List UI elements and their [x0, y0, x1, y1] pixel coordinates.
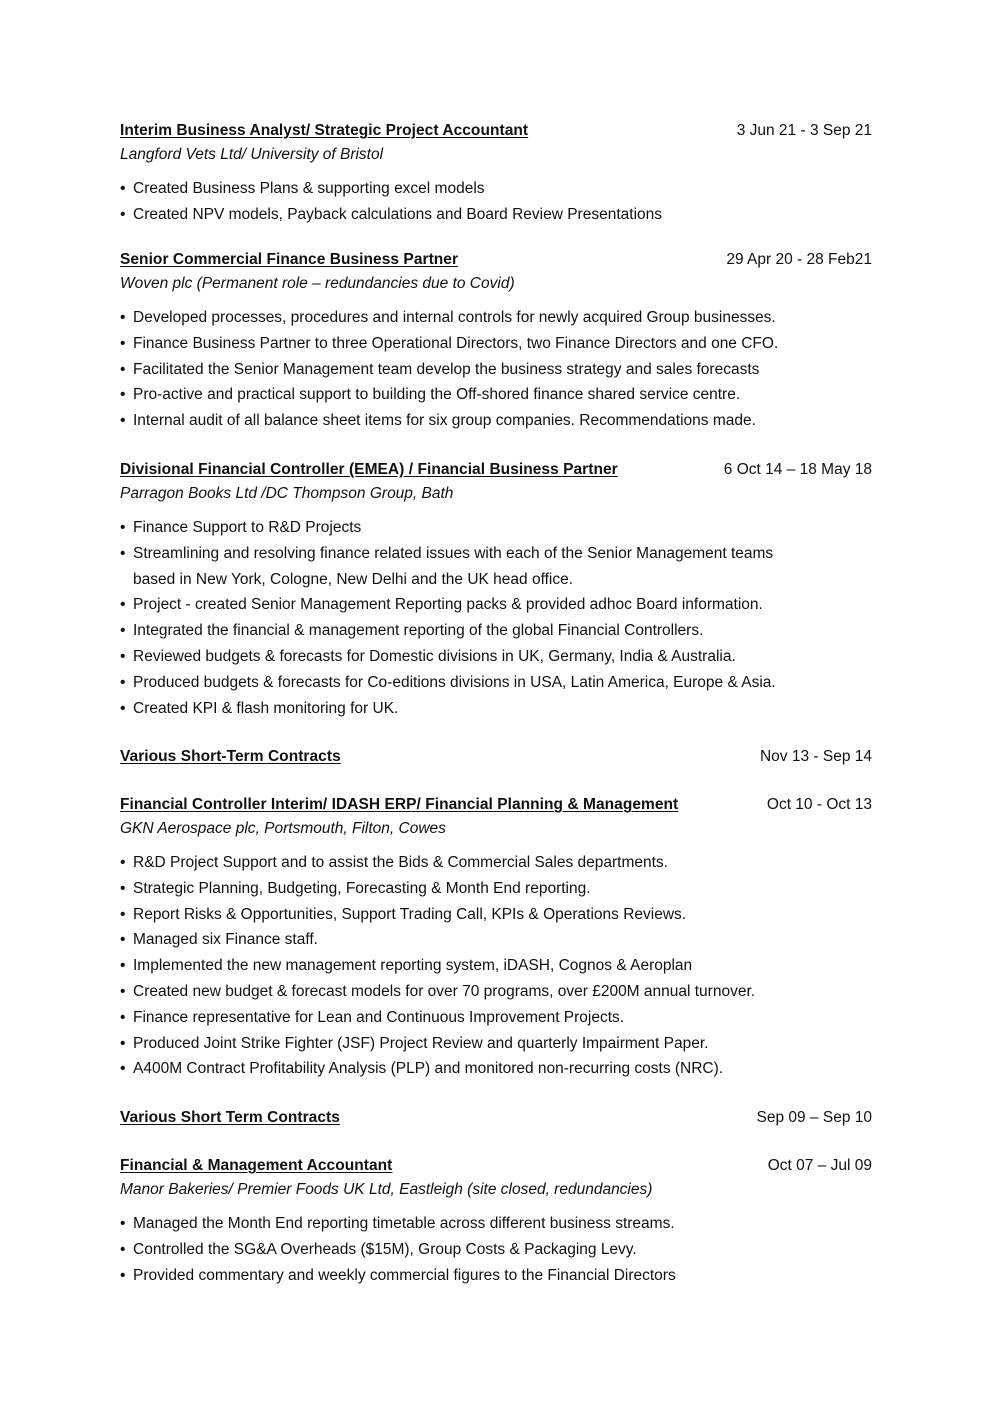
job-entry	[120, 458, 872, 721]
job-dates: Nov 13 - Sep 14	[759, 748, 872, 765]
bullet-icon: •	[120, 596, 126, 614]
bullet-item: • Created NPV models, Payback calculations and Board Review Presentations	[120, 202, 872, 228]
job-dates: 3 Jun 21 - 3 Sep 21	[736, 122, 872, 139]
bullet-icon: •	[120, 879, 126, 897]
job-bullet-list	[120, 850, 872, 1082]
bullet-icon: •	[120, 544, 126, 562]
job-entry	[120, 745, 872, 769]
job-dates: 6 Oct 14 – 18 May 18	[723, 461, 872, 478]
job-bullet-list	[120, 515, 872, 721]
job-dates: Oct 07 – Jul 09	[767, 1157, 872, 1174]
bullet-item: • Implemented the new management reporting system, iDASH, Cognos & Aeroplan	[120, 953, 872, 979]
bullet-icon: •	[120, 519, 126, 536]
bullet-item: • Facilitated the Senior Management team develop the business strategy and sales forecasts	[120, 357, 872, 383]
job-header	[120, 1154, 872, 1178]
bullet-icon: •	[120, 180, 126, 197]
bullet-item: • Reviewed budgets & forecasts for Domestic divisions in UK, Germany, India & Australia.	[120, 644, 872, 670]
job-title: Interim Business Analyst/ Strategic Project Accountant	[120, 122, 529, 139]
job-title: Financial & Management Accountant	[120, 1157, 393, 1174]
bullet-icon: •	[120, 205, 126, 223]
bullet-item: • Created Business Plans & supporting excel models	[120, 176, 872, 202]
bullet-icon: •	[120, 1060, 126, 1078]
job-title: Financial Controller Interim/ IDASH ERP/ Financial Planning & Management	[120, 796, 679, 813]
bullet-item: • Finance Support to R&D Projects	[120, 515, 872, 541]
job-company: Manor Bakeries/ Premier Foods UK Ltd, Eastleigh (site closed, redundancies)	[120, 1181, 653, 1198]
job-bullet-list	[120, 176, 872, 228]
job-header	[120, 1106, 872, 1130]
bullet-item: • Internal audit of all balance sheet items for six group companies. Recommendations made.	[120, 408, 872, 434]
bullet-icon: •	[120, 360, 126, 378]
bullet-icon: •	[120, 386, 126, 404]
bullet-icon: •	[120, 334, 126, 352]
bullet-icon: •	[120, 309, 126, 326]
bullet-item: • Strategic Planning, Budgeting, Forecasting & Month End reporting.	[120, 876, 872, 902]
bullet-icon: •	[120, 1034, 126, 1052]
job-entry	[120, 119, 872, 228]
job-entry	[120, 1106, 872, 1130]
bullet-item: • Report Risks & Opportunities, Support Trading Call, KPIs & Operations Reviews.	[120, 902, 872, 928]
bullet-item: • Streamlining and resolving finance related issues with each of the Senior Management teams based in New York, Cologne, New Delhi and the UK head office.	[120, 541, 872, 593]
job-company: Parragon Books Ltd /DC Thompson Group, Bath	[120, 485, 454, 502]
job-dates: 29 Apr 20 - 28 Feb21	[726, 251, 872, 268]
job-dates: Oct 10 - Oct 13	[766, 796, 872, 813]
bullet-item: • Pro-active and practical support to building the Off-shored finance shared service centre.	[120, 382, 872, 408]
job-header	[120, 745, 872, 769]
bullet-icon: •	[120, 1266, 126, 1284]
bullet-icon: •	[120, 699, 126, 717]
bullet-item: • Produced Joint Strike Fighter (JSF) Project Review and quarterly Impairment Paper.	[120, 1031, 872, 1057]
job-header	[120, 793, 872, 817]
job-entry	[120, 793, 872, 1082]
bullet-icon: •	[120, 647, 126, 665]
job-company: Woven plc (Permanent role – redundancies due to Covid)	[120, 275, 515, 292]
job-entry	[120, 1154, 872, 1288]
bullet-icon: •	[120, 412, 126, 430]
bullet-item: • A400M Contract Profitability Analysis (PLP) and monitored non-recurring costs (NRC).	[120, 1056, 872, 1082]
bullet-item: • Created KPI & flash monitoring for UK.	[120, 696, 872, 722]
job-bullet-list	[120, 305, 872, 434]
bullet-item: • Created new budget & forecast models for over 70 programs, over £200M annual turnover.	[120, 979, 872, 1005]
job-header	[120, 119, 872, 143]
job-company: GKN Aerospace plc, Portsmouth, Filton, Cowes	[120, 820, 446, 837]
job-header	[120, 458, 872, 482]
bullet-item: • Finance representative for Lean and Continuous Improvement Projects.	[120, 1005, 872, 1031]
bullet-item: • Produced budgets & forecasts for Co-editions divisions in USA, Latin America, Europe & Asia.	[120, 670, 872, 696]
job-title: Various Short Term Contracts	[120, 1109, 340, 1126]
bullet-item: • Project - created Senior Management Reporting packs & provided adhoc Board information.	[120, 592, 872, 618]
job-dates: Sep 09 – Sep 10	[756, 1109, 872, 1126]
bullet-icon: •	[120, 622, 126, 640]
bullet-icon: •	[120, 982, 126, 1000]
job-company: Langford Vets Ltd/ University of Bristol	[120, 146, 384, 163]
bullet-item: • R&D Project Support and to assist the Bids & Commercial Sales departments.	[120, 850, 872, 876]
bullet-icon: •	[120, 854, 126, 871]
job-title: Various Short-Term Contracts	[120, 748, 341, 765]
bullet-icon: •	[120, 1240, 126, 1258]
bullet-item: • Provided commentary and weekly commercial figures to the Financial Directors	[120, 1263, 872, 1289]
bullet-icon: •	[120, 957, 126, 975]
bullet-item: • Finance Business Partner to three Operational Directors, two Finance Directors and one CFO.	[120, 331, 872, 357]
job-header	[120, 248, 872, 272]
bullet-item: • Integrated the financial & management reporting of the global Financial Controllers.	[120, 618, 872, 644]
bullet-item: • Developed processes, procedures and internal controls for newly acquired Group businesses.	[120, 305, 872, 331]
bullet-item: • Managed six Finance staff.	[120, 927, 872, 953]
job-title: Divisional Financial Controller (EMEA) / Financial Business Partner	[120, 461, 618, 478]
job-bullet-list	[120, 1211, 872, 1288]
job-title: Senior Commercial Finance Business Partner	[120, 251, 459, 268]
bullet-icon: •	[120, 1008, 126, 1026]
bullet-icon: •	[120, 1215, 126, 1232]
bullet-icon: •	[120, 673, 126, 691]
bullet-item: • Controlled the SG&A Overheads ($15M), Group Costs & Packaging Levy.	[120, 1237, 872, 1263]
bullet-icon: •	[120, 905, 126, 923]
bullet-item: • Managed the Month End reporting timetable across different business streams.	[120, 1211, 872, 1237]
bullet-icon: •	[120, 931, 126, 949]
job-entry	[120, 248, 872, 434]
